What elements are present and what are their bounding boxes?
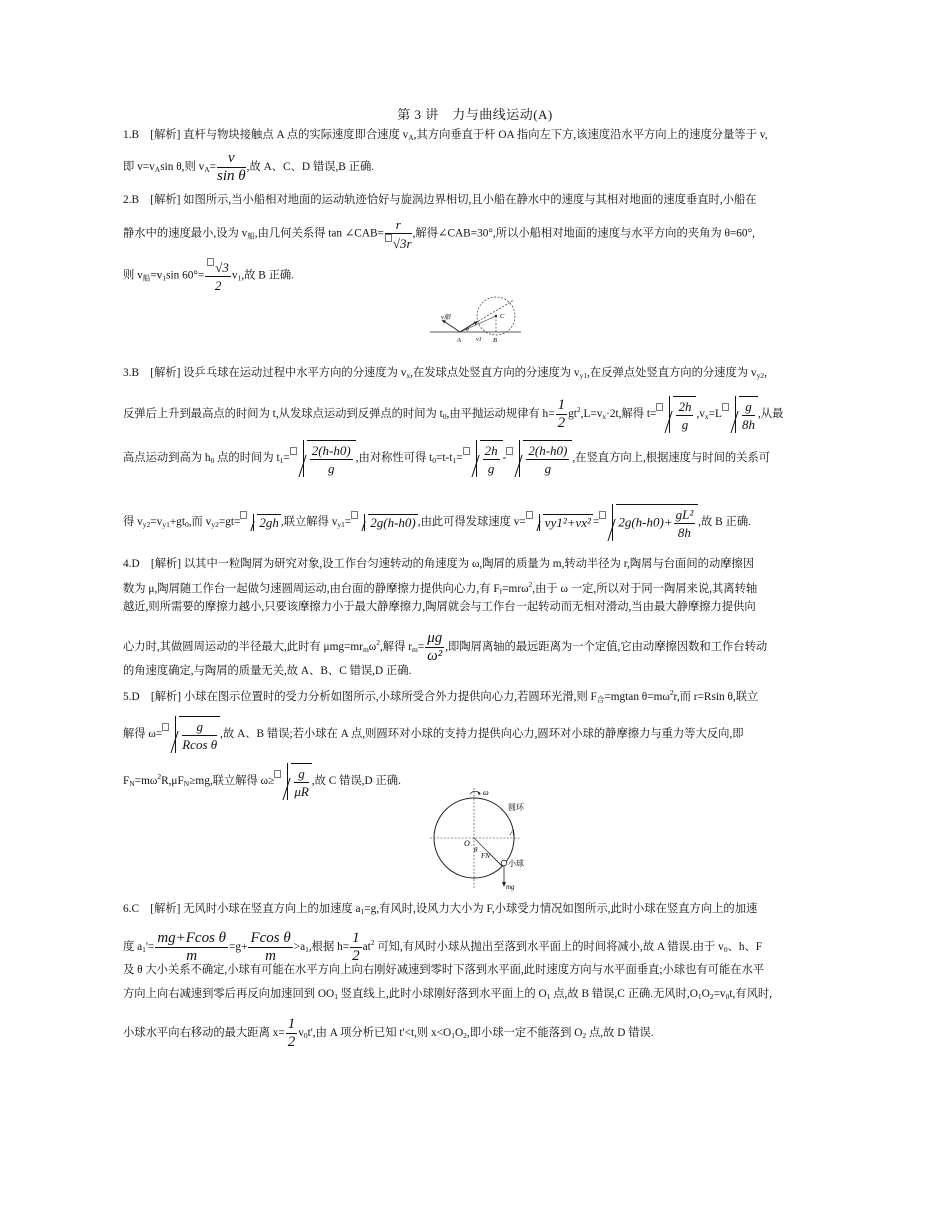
q2-line-3	[123, 258, 828, 294]
sqrt-g-over-rcos	[170, 716, 220, 753]
sub: 0	[303, 1031, 308, 1041]
text: =	[209, 161, 217, 174]
text: 6.C [解析] 无风时小球在竖直方向上的加速度 a	[123, 903, 361, 915]
denominator: 2	[352, 948, 360, 964]
sqrt-2-h-h0-over-g-2	[514, 440, 572, 477]
label-fn: FN	[481, 852, 490, 860]
label-o: O	[464, 839, 470, 848]
numerator: 2h	[484, 443, 498, 458]
radicand-part: 2g(h-h0)+	[618, 514, 673, 530]
label-a: A	[457, 337, 461, 344]
text: sin θ,则 v	[160, 161, 205, 174]
text: =v	[150, 269, 163, 282]
sub: 船	[247, 231, 255, 241]
q5-line-2	[123, 716, 828, 753]
sub: N	[183, 779, 190, 789]
fraction-half	[286, 1016, 298, 1051]
sub: 1	[546, 992, 551, 1001]
label-v1: v1	[476, 337, 482, 343]
label-ring: 圆环	[508, 803, 524, 812]
sup: 2	[370, 938, 375, 948]
text: 静水中的速度最小,设为 v	[123, 227, 248, 240]
text: ,而 v	[188, 516, 212, 529]
sup: 2	[669, 688, 674, 697]
radicand: 2g(h-h0)	[370, 515, 416, 530]
q4-line-4	[123, 630, 828, 665]
text: sin 60°=	[166, 269, 205, 282]
text: 数为 μ,陶屑随工作台一起做匀速圆周运动,由台面的静摩擦力提供向心力,有 F	[123, 583, 500, 595]
numerator: 2(h-h0)	[528, 443, 568, 458]
denominator: Rcos θ	[182, 737, 218, 752]
fraction	[674, 506, 696, 541]
text: '=	[145, 941, 155, 954]
label-omega: ω	[483, 788, 489, 797]
denominator: 2	[557, 415, 566, 431]
text: 1.B [解析] 直杆与物块接触点 A 点的实际速度即合速度 v	[123, 129, 409, 141]
q6-line-5	[123, 1016, 828, 1051]
text: v	[231, 269, 238, 282]
text: 越近,则所需要的摩擦力越小,只要该摩擦力小于最大静摩擦力,陶屑就会与工作台一起转动而无相对滑动,当由最大静摩擦力提供向	[123, 601, 756, 613]
sub: 0	[723, 945, 728, 955]
text: 可知,有风时小球从抛出至落到水平面上的时间将减小,故 A 错误.由于 v	[374, 941, 724, 954]
q2-line-2	[123, 216, 828, 252]
sqrt-2h-over-g-2	[471, 440, 503, 477]
text: =	[592, 516, 600, 529]
sub: f	[499, 587, 503, 596]
sub: A	[408, 133, 414, 142]
fraction-fcos-over-m	[248, 930, 292, 965]
sub: 1	[452, 456, 457, 466]
numerator: mg+Fcos θ	[157, 930, 227, 946]
text: =L	[708, 408, 722, 421]
fraction	[483, 442, 500, 477]
text: ,	[764, 367, 767, 379]
fraction-r-root3r	[385, 216, 412, 252]
text: 、h、F	[727, 941, 763, 954]
text: gt	[568, 408, 577, 421]
fraction-half	[556, 397, 568, 432]
denominator: 2	[214, 278, 222, 293]
sup: 2	[576, 405, 581, 415]
sub: 2	[582, 1031, 587, 1041]
numerator: g	[294, 765, 308, 783]
text: ,解得 r	[379, 641, 412, 654]
sqrt-g-over-mur	[282, 763, 311, 800]
fraction	[526, 442, 569, 477]
placeholder-box	[290, 447, 297, 455]
center-dot	[495, 315, 497, 317]
sub: 1	[237, 273, 242, 283]
text: ,由几何关系得 tan ∠CAB=	[254, 227, 384, 240]
placeholder-box	[463, 447, 470, 455]
text: ,由平抛运动规律有 h=	[446, 408, 555, 421]
omega-arrowhead	[477, 791, 481, 795]
placeholder-box	[656, 403, 663, 411]
sub: 0	[725, 992, 730, 1001]
numerator: v	[217, 150, 246, 168]
label-theta: θ	[474, 846, 478, 854]
denominator: g	[487, 461, 495, 476]
sqrt-2h-over-g	[664, 396, 696, 433]
text: ,由对称性可得 t	[355, 452, 433, 465]
placeholder-box	[599, 511, 606, 519]
text: =g+	[229, 941, 248, 954]
denominator: ω²	[427, 648, 443, 664]
denominator: 2	[287, 1034, 296, 1050]
sub: 船	[142, 273, 151, 283]
text: ,联立解得 v	[280, 516, 338, 529]
numerator: gL²	[675, 507, 694, 522]
q3-line-4	[123, 504, 828, 541]
text: ,故 A、C、D 错误,B 正确.	[246, 161, 375, 174]
text: =mrω	[502, 583, 529, 595]
sub: y2	[211, 520, 219, 530]
label-c: C	[500, 313, 505, 320]
text: ,由于 ω 一定,所以对于同一陶屑来说,其离转轴	[532, 583, 758, 595]
numerator: 1	[352, 930, 360, 946]
text: =t-t	[436, 452, 453, 465]
text: ,根据 h=	[308, 941, 350, 954]
fraction	[742, 398, 755, 433]
q6-line-2	[123, 930, 828, 965]
sqrt-final-velocity	[607, 504, 698, 541]
ball	[501, 860, 507, 866]
sub: 0	[184, 520, 189, 530]
text: =mω	[134, 775, 158, 788]
q2-line-1	[123, 193, 828, 207]
sqrt-g-over-8h	[730, 396, 758, 433]
sub: x	[406, 371, 411, 380]
text: t',由 A 项分析已知 t'<t,则 x<O	[307, 1027, 452, 1040]
sqrt-2gh	[248, 514, 281, 531]
q4-line-1	[123, 557, 828, 571]
sub: y1	[337, 520, 345, 530]
numerator: μg	[427, 630, 443, 646]
text: O	[701, 988, 710, 1000]
boat-vortex-figure	[428, 294, 523, 348]
sub: 1	[305, 945, 309, 955]
text: =v	[713, 988, 726, 1000]
fraction	[310, 442, 353, 477]
text: -	[502, 452, 507, 465]
sub: 0	[210, 456, 215, 466]
text: ,故 A、B 错误;若小球在 A 点,则圆环对小球的支持力提供向心力,圆环对小球的静摩擦力与重力等大反向,即	[220, 728, 744, 741]
label-b: B	[493, 337, 497, 344]
q3-line-3	[123, 440, 828, 477]
text: at	[362, 941, 371, 954]
denominator: g	[544, 461, 552, 476]
sub: 1	[142, 945, 146, 955]
denominator: μR	[294, 784, 309, 799]
numerator-text: 3	[222, 260, 229, 275]
fraction	[182, 718, 217, 753]
text: 解得 ω=	[123, 728, 163, 741]
radicand: vy1²+vx²	[544, 515, 591, 530]
text: +gt	[169, 516, 185, 529]
denominator-text: 3r	[400, 236, 412, 251]
numerator: 2h	[678, 399, 692, 414]
text: ,在反弹点处竖直方向的分速度为 v	[587, 367, 757, 379]
text: ,其方向垂直于杆 OA 指向左下方,该速度沿水平方向上的速度分量等于 v,	[413, 129, 768, 141]
numerator: 1	[557, 397, 566, 413]
text: ,故 C 错误,D 正确.	[311, 775, 401, 788]
text: 4.D [解析] 以其中一粒陶屑为研究对象,设工作台匀速转动的角速度为 ω,陶屑的质量为 m,转动半径为 r,陶屑与台面间的动摩擦因	[123, 558, 755, 570]
sub: m	[411, 645, 418, 655]
text: O	[454, 1027, 464, 1040]
text: ,故 B 正确.	[241, 269, 295, 282]
text: 5.D [解析] 小球在图示位置时的受力分析如图所示,小球所受合外力提供向心力,若圆环光滑,则 F	[123, 691, 597, 703]
q6-line-3	[123, 963, 828, 977]
sup: 2	[528, 580, 533, 589]
q6-line-1	[123, 902, 828, 919]
text: ≥mg,联立解得 ω≥	[189, 775, 275, 788]
sub: 2	[463, 1031, 467, 1041]
radicand: 2gh	[259, 515, 279, 530]
text: =v	[150, 516, 163, 529]
text: ,L=v	[580, 408, 603, 421]
denominator: m	[186, 948, 198, 964]
label-mg: mg	[506, 883, 515, 891]
sub: x	[704, 412, 709, 422]
text: >a	[293, 941, 306, 954]
text: 则 v	[123, 269, 143, 282]
q4-line-3	[123, 600, 828, 614]
q3-line-2	[123, 396, 828, 433]
text: 点的时间为 t	[214, 452, 280, 465]
placeholder-box	[385, 234, 392, 242]
text: 反弹后上升到最高点的时间为 t,从发球点运动到反弹点的时间为 t	[123, 408, 443, 421]
page-title: 第 3 讲 力与曲线运动(A)	[397, 107, 553, 122]
denominator: 8h	[677, 525, 691, 540]
denominator: m	[265, 948, 276, 964]
denominator: g	[327, 461, 335, 476]
text: ,故 B 正确.	[698, 516, 751, 529]
sub: A	[204, 165, 210, 175]
text: =g,有风时,设风力大小为 F,小球受力情况如图所示,此时小球在竖直方向上的加速	[364, 903, 758, 915]
text: R,μF	[161, 775, 184, 788]
text: 点,故 D 错误.	[586, 1027, 654, 1040]
placeholder-box	[526, 511, 533, 519]
text: 3.B [解析] 设乒乓球在运动过程中水平方向的分速度为 v	[123, 367, 407, 379]
text: 心力时,其做圆周运动的半径最大,此时有 μmg=mr	[123, 641, 363, 654]
text: =	[456, 452, 463, 465]
placeholder-box	[207, 258, 214, 266]
sqrt-2g-h-h0	[359, 514, 418, 531]
denominator: sin θ	[217, 168, 246, 184]
label-theta: θ	[466, 327, 469, 333]
label-a: A	[510, 828, 515, 837]
q1-line-2	[123, 150, 828, 185]
sup: 2	[157, 772, 162, 782]
sub: N	[129, 779, 135, 789]
sub: 1	[451, 1031, 455, 1041]
text: ,在竖直方向上,根据速度与时间的关系可	[572, 452, 771, 465]
placeholder-box	[162, 723, 169, 731]
fn-arrow	[490, 854, 502, 866]
fraction	[294, 765, 308, 800]
text: =	[283, 452, 290, 465]
denominator: g	[681, 417, 689, 432]
sqrt-2-h-h0-over-g	[298, 440, 356, 477]
fraction-mug-omega2	[425, 630, 444, 665]
q1-line-1	[123, 128, 828, 145]
text: =mgtan θ=mω	[604, 691, 670, 703]
sub: 1	[162, 273, 167, 283]
sub: y2	[142, 520, 151, 530]
sub: A	[154, 165, 161, 175]
text: 的角速度确定,与陶屑的质量无关,故 A、B、C 错误,D 正确.	[123, 665, 412, 677]
sub: 1	[334, 992, 338, 1001]
text: 小球水平向右移动的最大距离 x=	[123, 1027, 285, 1040]
text: 竖直线上,此时小球刚好落到水平面上的 O	[337, 988, 547, 1000]
q5-line-1	[123, 686, 828, 707]
text: ·2t,解得 t=	[606, 408, 657, 421]
denominator: 8h	[741, 417, 755, 432]
text: 及 θ 大小关系不确定,小球有可能在水平方向上向右刚好减速到零时下落到水平面,此时速度方向与水平面垂直;小球也有可能在水平	[123, 964, 765, 976]
text: 即 v=v	[123, 161, 155, 174]
text: F	[123, 775, 130, 788]
ring-ball-figure	[424, 786, 534, 892]
q3-line-1	[123, 366, 828, 383]
text: 点,故 B 错误,C 正确.无风时,O	[550, 988, 698, 1000]
numerator: 2(h-h0)	[311, 443, 351, 458]
fraction-root3-over-2	[205, 258, 231, 294]
denominator: √3r	[385, 234, 412, 252]
label-v-boat: v船	[441, 314, 451, 321]
sub: 1	[279, 456, 284, 466]
text: =gt=	[218, 516, 241, 529]
placeholder-box	[722, 403, 729, 411]
sqrt-vy1-vx	[534, 514, 593, 531]
text: =	[344, 516, 352, 529]
text: 度 a	[123, 941, 143, 954]
text: ,解得∠CAB=30°,所以小船相对地面的速度与水平方向的夹角为 θ=60°,	[412, 227, 755, 240]
text: ,即陶屑离轴的最远距离为一个定值,它由动摩擦因数和工作台转动	[445, 641, 768, 654]
sup: 2	[376, 638, 380, 648]
sub: y1	[579, 371, 588, 380]
text: t,有风时,	[729, 988, 773, 1000]
numerator: g	[182, 718, 217, 736]
placeholder-box	[274, 770, 281, 778]
sub: 0	[432, 456, 437, 466]
fraction	[676, 398, 693, 433]
sub: 1	[360, 907, 365, 916]
numerator: g	[742, 398, 755, 416]
text: ,在发球点处竖直方向的分速度为 v	[410, 367, 580, 379]
placeholder-box	[506, 447, 513, 455]
sub: x	[602, 412, 607, 422]
numerator: Fcos θ	[250, 930, 291, 946]
text: ,从最	[757, 408, 784, 421]
text: ,由此可得发球速度 v=	[417, 516, 526, 529]
text: r,而 r=Rsin θ,联立	[673, 691, 759, 703]
q4-line-2	[123, 578, 828, 599]
placeholder-box	[240, 511, 247, 519]
text: ,即小球一定不能落到 O	[466, 1027, 583, 1040]
sub: m	[362, 645, 369, 655]
fraction-mg-fcos-over-m	[155, 930, 228, 965]
q4-line-5	[123, 664, 828, 678]
text: 得 v	[123, 516, 143, 529]
text: =	[417, 641, 425, 654]
numerator: 1	[287, 1016, 296, 1032]
label-ball: 小球	[508, 859, 524, 868]
numerator: r	[385, 216, 412, 234]
fraction-half	[350, 930, 362, 965]
sub: y1	[162, 520, 170, 530]
text: 2.B [解析] 如图所示,当小船相对地面的运动轨迹恰好与旋涡边界相切,且小船在静水中的速度与其相对地面的速度垂直时,小船在	[123, 194, 757, 206]
sub: 2	[709, 992, 714, 1001]
text: 方向上向右减速到零后再反向加速回到 OO	[123, 988, 335, 1000]
placeholder-box	[351, 511, 358, 519]
sub: y2	[756, 371, 765, 380]
q6-line-4	[123, 987, 828, 1004]
sub: 合	[596, 695, 605, 704]
numerator: √3	[205, 258, 231, 277]
text: ,v	[696, 408, 705, 421]
sub: 0	[442, 412, 447, 422]
fraction-v-sin-theta	[217, 150, 246, 185]
text: ω	[368, 641, 377, 654]
sub: 1	[697, 992, 702, 1001]
text: v	[298, 1027, 304, 1040]
text: 高点运动到高为 h	[123, 452, 211, 465]
